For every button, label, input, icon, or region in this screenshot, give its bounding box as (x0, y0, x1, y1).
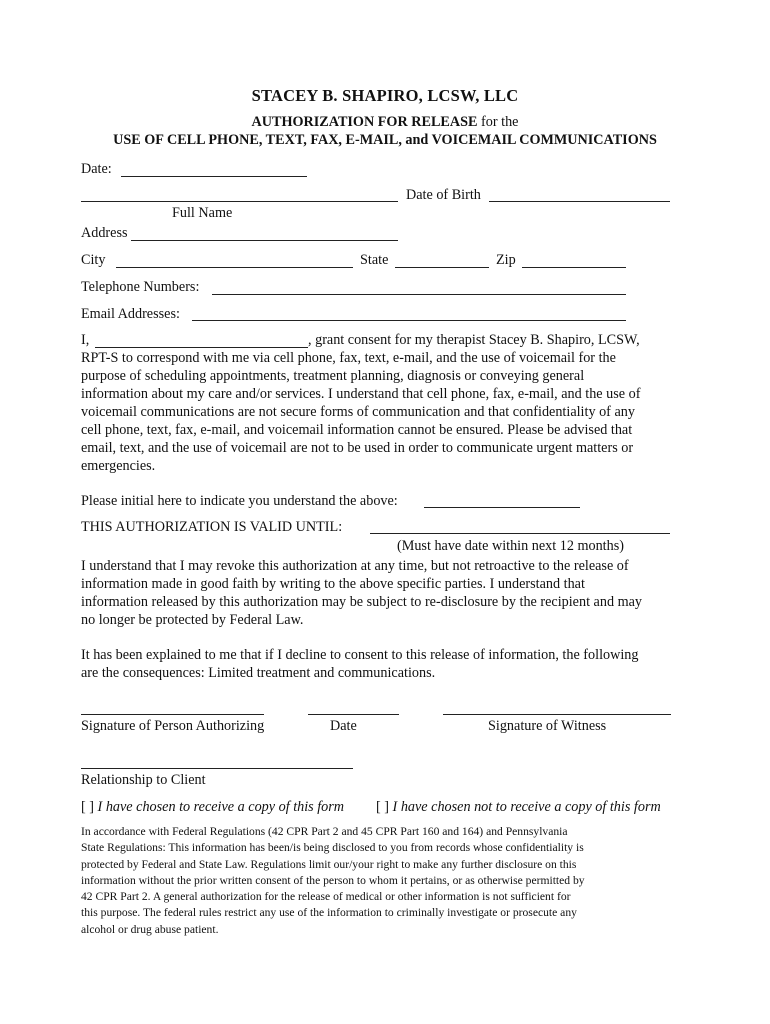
consent-line: purpose of scheduling appointments, treatment planning, diagnosis or conveying general (81, 368, 585, 384)
consent-paragraph (81, 349, 691, 475)
fine-print-line: information without the prior written consent of the person to whom it pertains, or as otherwise permitted by (81, 873, 585, 887)
fine-print (81, 824, 701, 938)
revoke-line: I understand that I may revoke this authorization at any time, but not retroactive to the release of (81, 558, 629, 574)
address-field[interactable] (131, 240, 398, 241)
fine-print-line: this purpose. The federal rules restrict any use of the information to criminally investigate or prosecute any (81, 906, 577, 920)
consent-line: voicemail communications are not secure forms of communication and that confidentiality of any (81, 404, 635, 420)
consent-line: information about my care and/or services. I understand that cell phone, fax, e-mail, and the use of (81, 386, 641, 402)
dob-label: Date of Birth (406, 187, 481, 203)
fine-print-line: alcohol or drug abuse patient. (81, 922, 219, 936)
copy-option-decline[interactable] (376, 798, 661, 816)
fine-print-line: State Regulations: This information has been/is being disclosed to you from records whose confidentiality is (81, 841, 584, 855)
full-name-field[interactable] (81, 201, 398, 202)
fine-print-line: 42 CPR Part 2. A general authorization for the release of medical or other information is not sufficient for (81, 890, 571, 904)
state-label: State (360, 252, 389, 268)
form-subtitle (0, 114, 770, 131)
checkbox-receive[interactable]: [ ] (81, 799, 94, 815)
revoke-line: no longer be protected by Federal Law. (81, 612, 304, 628)
valid-until-label: THIS AUTHORIZATION IS VALID UNTIL: (81, 519, 343, 535)
revoke-paragraph (81, 557, 691, 629)
signature-date-label: Date (330, 718, 357, 734)
dob-field[interactable] (489, 201, 670, 202)
valid-until-field[interactable] (370, 533, 670, 534)
copy-option-receive[interactable] (81, 798, 344, 816)
consent-line-1: , grant consent for my therapist Stacey B. Shapiro, LCSW, (308, 332, 640, 348)
checkbox-decline[interactable]: [ ] (376, 799, 389, 815)
decline-line: are the consequences: Limited treatment and communications. (81, 665, 436, 681)
date-field[interactable] (121, 176, 307, 177)
consent-line: email, text, and the use of voicemail are not to be used in order to communicate urgent matters or (81, 440, 634, 456)
address-label: Address (81, 225, 128, 241)
decline-paragraph (81, 646, 691, 682)
signature-person-label: Signature of Person Authorizing (81, 718, 265, 734)
consent-name-field[interactable] (95, 347, 308, 348)
initial-label: Please initial here to indicate you understand the above: (81, 493, 398, 509)
decline-line: It has been explained to me that if I decline to consent to this release of information, the following (81, 647, 639, 663)
revoke-line: information made in good faith by writing to the above specific parties. I understand that (81, 576, 585, 592)
subtitle-rest: for the (477, 114, 519, 130)
practice-title: STACEY B. SHAPIRO, LCSW, LLC (251, 86, 519, 105)
zip-field[interactable] (522, 267, 626, 268)
consent-line: emergencies. (81, 458, 156, 474)
date-label: Date: (81, 161, 112, 177)
consent-line: cell phone, text, fax, e-mail, and voicemail information cannot be ensured. Please be advised that (81, 422, 633, 438)
city-field[interactable] (116, 267, 353, 268)
consent-line: RPT-S to correspond with me via cell phone, fax, text, e-mail, and the use of voicemail for the (81, 350, 616, 366)
email-label: Email Addresses: (81, 306, 180, 322)
signature-date-field[interactable] (308, 714, 399, 715)
email-field[interactable] (192, 320, 626, 321)
subtitle-bold: AUTHORIZATION FOR RELEASE (251, 114, 478, 130)
form-subtitle-2: USE OF CELL PHONE, TEXT, FAX, E-MAIL, and VOICEMAIL COMMUNICATIONS (113, 132, 657, 148)
copy-option-decline-label: I have chosen not to receive a copy of this form (392, 799, 661, 815)
signature-person-field[interactable] (81, 714, 264, 715)
initial-field[interactable] (424, 507, 580, 508)
signature-witness-label: Signature of Witness (488, 718, 607, 734)
fine-print-line: In accordance with Federal Regulations (42 CPR Part 2 and 45 CPR Part 160 and 164) and Pennsylvania (81, 825, 568, 838)
signature-witness-field[interactable] (443, 714, 671, 715)
revoke-line: information released by this authorization may be subject to re-disclosure by the recipient and may (81, 594, 643, 610)
consent-i-label: I, (81, 332, 90, 348)
valid-until-note: (Must have date within next 12 months) (397, 538, 624, 554)
fine-print-line: protected by Federal and State Law. Regulations limit our/your right to make any further disclosure on this (81, 857, 577, 871)
city-label: City (81, 252, 106, 268)
full-name-label: Full Name (172, 205, 233, 221)
zip-label: Zip (496, 252, 516, 268)
copy-option-receive-label: I have chosen to receive a copy of this form (97, 799, 345, 815)
telephone-field[interactable] (212, 294, 626, 295)
state-field[interactable] (395, 267, 489, 268)
relationship-field[interactable] (81, 768, 353, 769)
relationship-label: Relationship to Client (81, 772, 206, 788)
telephone-label: Telephone Numbers: (81, 279, 200, 295)
